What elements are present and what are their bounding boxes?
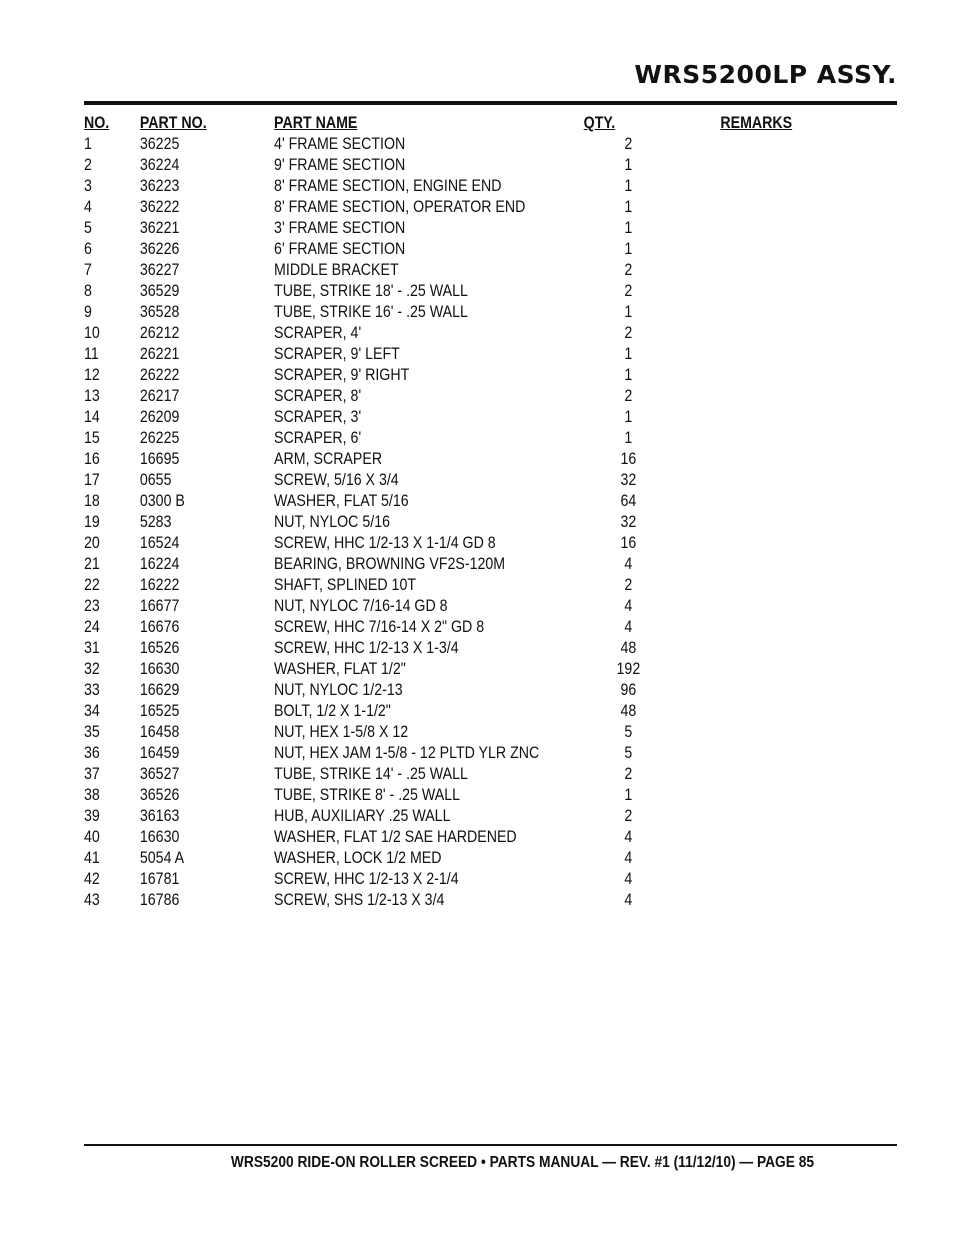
row-no: 18 <box>84 492 100 510</box>
row-part-number: 36527 <box>139 765 180 783</box>
row-part-number: 36226 <box>139 240 180 258</box>
row-part-name: 6' FRAME SECTION <box>274 240 406 258</box>
row-remarks <box>720 281 823 302</box>
row-no: 20 <box>84 534 100 552</box>
table-row <box>84 134 824 155</box>
row-no: 6 <box>84 240 92 258</box>
row-no: 40 <box>84 828 100 846</box>
row-part-name: NUT, HEX JAM 1-5/8 - 12 PLTD YLR ZNC <box>274 744 540 762</box>
row-part-name: TUBE, STRIKE 18' - .25 WALL <box>274 282 468 300</box>
row-part-name: SCRAPER, 3' <box>274 408 362 426</box>
row-part-number: 26221 <box>139 345 180 363</box>
row-remarks <box>720 680 823 701</box>
table-row <box>84 302 824 323</box>
row-qty: 16 <box>620 534 637 552</box>
row-remarks <box>720 722 823 743</box>
row-no: 4 <box>84 198 92 216</box>
row-part-name: MIDDLE BRACKET <box>274 261 399 279</box>
table-row <box>84 176 824 197</box>
row-remarks <box>720 827 823 848</box>
row-no: 37 <box>84 765 100 783</box>
row-remarks <box>720 617 823 638</box>
row-qty: 2 <box>624 576 633 594</box>
row-part-number: 16695 <box>139 450 180 468</box>
table-row <box>84 659 824 680</box>
row-remarks <box>720 218 823 239</box>
row-part-number: 16630 <box>139 660 180 678</box>
row-qty: 2 <box>624 282 633 300</box>
table-row <box>84 743 824 764</box>
title-divider <box>84 101 897 105</box>
row-no: 7 <box>84 261 92 279</box>
row-part-name: 9' FRAME SECTION <box>274 156 406 174</box>
row-qty: 16 <box>620 450 637 468</box>
row-qty: 48 <box>620 639 637 657</box>
row-no: 17 <box>84 471 100 489</box>
row-remarks <box>720 869 823 890</box>
row-part-number: 5283 <box>139 513 172 531</box>
row-remarks <box>720 176 823 197</box>
column-header-remarks: REMARKS <box>720 114 793 132</box>
row-part-name: NUT, NYLOC 7/16-14 GD 8 <box>274 597 448 615</box>
row-no: 34 <box>84 702 100 720</box>
table-row <box>84 533 824 554</box>
row-part-number: 16677 <box>139 597 180 615</box>
row-part-number: 16458 <box>139 723 180 741</box>
row-part-number: 36163 <box>139 807 180 825</box>
row-part-name: 8' FRAME SECTION, ENGINE END <box>274 177 502 195</box>
table-row <box>84 491 824 512</box>
row-no: 39 <box>84 807 100 825</box>
row-qty: 1 <box>624 408 633 426</box>
row-remarks <box>720 491 823 512</box>
row-part-number: 36224 <box>139 156 180 174</box>
row-qty: 1 <box>624 198 633 216</box>
row-part-name: SCREW, SHS 1/2-13 X 3/4 <box>274 891 445 909</box>
row-qty: 2 <box>624 387 633 405</box>
row-remarks <box>720 197 823 218</box>
row-remarks <box>720 134 823 155</box>
row-qty: 48 <box>620 702 637 720</box>
row-no: 38 <box>84 786 100 804</box>
row-part-number: 0655 <box>139 471 172 489</box>
row-qty: 2 <box>624 324 633 342</box>
row-no: 15 <box>84 429 100 447</box>
row-part-name: SCREW, 5/16 X 3/4 <box>274 471 399 489</box>
row-qty: 1 <box>624 429 633 447</box>
table-row <box>84 869 824 890</box>
row-part-name: SCREW, HHC 1/2-13 X 2-1/4 <box>274 870 459 888</box>
table-header-row <box>84 113 824 134</box>
table-row <box>84 512 824 533</box>
row-part-name: NUT, NYLOC 1/2-13 <box>274 681 403 699</box>
row-qty: 4 <box>624 828 633 846</box>
row-qty: 5 <box>624 723 633 741</box>
row-no: 31 <box>84 639 100 657</box>
row-remarks <box>720 449 823 470</box>
row-qty: 32 <box>620 513 637 531</box>
row-part-number: 36222 <box>139 198 180 216</box>
row-qty: 2 <box>624 135 633 153</box>
row-qty: 1 <box>624 219 633 237</box>
row-qty: 1 <box>624 156 633 174</box>
row-no: 9 <box>84 303 92 321</box>
table-row <box>84 218 824 239</box>
row-part-name: TUBE, STRIKE 16' - .25 WALL <box>274 303 468 321</box>
row-no: 35 <box>84 723 100 741</box>
row-remarks <box>720 890 823 911</box>
page-title: WRS5200LP ASSY. <box>634 60 897 89</box>
row-remarks <box>720 596 823 617</box>
row-no: 32 <box>84 660 100 678</box>
table-row <box>84 617 824 638</box>
row-remarks <box>720 344 823 365</box>
column-header-part-name: PART NAME <box>274 114 358 132</box>
table-row <box>84 596 824 617</box>
table-row <box>84 386 824 407</box>
row-part-number: 36223 <box>139 177 180 195</box>
row-remarks <box>720 743 823 764</box>
row-part-name: BOLT, 1/2 X 1-1/2" <box>274 702 391 720</box>
table-row <box>84 323 824 344</box>
row-remarks <box>720 533 823 554</box>
row-no: 3 <box>84 177 92 195</box>
row-part-name: WASHER, FLAT 1/2 SAE HARDENED <box>274 828 517 846</box>
row-part-name: SCRAPER, 4' <box>274 324 362 342</box>
row-qty: 4 <box>624 849 633 867</box>
row-part-name: ARM, SCRAPER <box>274 450 383 468</box>
row-part-name: WASHER, LOCK 1/2 MED <box>274 849 442 867</box>
row-part-number: 16224 <box>139 555 180 573</box>
row-qty: 2 <box>624 765 633 783</box>
row-part-name: 4' FRAME SECTION <box>274 135 406 153</box>
row-part-name: SCRAPER, 8' <box>274 387 362 405</box>
row-remarks <box>720 848 823 869</box>
row-remarks <box>720 365 823 386</box>
row-part-name: SCRAPER, 6' <box>274 429 362 447</box>
row-part-name: SHAFT, SPLINED 10T <box>274 576 417 594</box>
row-part-number: 36225 <box>139 135 180 153</box>
row-no: 24 <box>84 618 100 636</box>
row-part-name: TUBE, STRIKE 8' - .25 WALL <box>274 786 460 804</box>
row-qty: 64 <box>620 492 637 510</box>
row-qty: 1 <box>624 366 633 384</box>
row-no: 22 <box>84 576 100 594</box>
row-part-name: BEARING, BROWNING VF2S-120M <box>274 555 506 573</box>
table-row <box>84 764 824 785</box>
row-qty: 1 <box>624 345 633 363</box>
row-part-name: NUT, NYLOC 5/16 <box>274 513 390 531</box>
table-row <box>84 806 824 827</box>
row-qty: 1 <box>624 240 633 258</box>
row-part-number: 26217 <box>139 387 180 405</box>
page-footer: WRS5200 RIDE-ON ROLLER SCREED • PARTS MANUAL — REV. #1 (11/12/10) — PAGE 85 <box>230 1154 814 1171</box>
row-remarks <box>720 302 823 323</box>
row-part-number: 26225 <box>139 429 180 447</box>
row-qty: 2 <box>624 807 633 825</box>
row-part-number: 16459 <box>139 744 180 762</box>
table-row <box>84 848 824 869</box>
row-qty: 5 <box>624 744 633 762</box>
row-part-name: SCRAPER, 9' LEFT <box>274 345 400 363</box>
row-no: 19 <box>84 513 100 531</box>
row-remarks <box>720 407 823 428</box>
row-remarks <box>720 428 823 449</box>
row-no: 43 <box>84 891 100 909</box>
row-no: 1 <box>84 135 92 153</box>
column-header-part-no: PART NO. <box>139 114 207 132</box>
row-qty: 96 <box>620 681 637 699</box>
table-row <box>84 239 824 260</box>
table-row <box>84 554 824 575</box>
row-qty: 2 <box>624 261 633 279</box>
row-part-number: 36526 <box>139 786 180 804</box>
row-part-name: SCREW, HHC 1/2-13 X 1-1/4 GD 8 <box>274 534 496 552</box>
row-part-name: WASHER, FLAT 5/16 <box>274 492 409 510</box>
row-no: 12 <box>84 366 100 384</box>
column-header-no: NO. <box>84 114 110 132</box>
row-remarks <box>720 386 823 407</box>
row-no: 21 <box>84 555 100 573</box>
row-qty: 4 <box>624 891 633 909</box>
row-qty: 4 <box>624 597 633 615</box>
table-row <box>84 281 824 302</box>
row-remarks <box>720 155 823 176</box>
table-row <box>84 260 824 281</box>
row-qty: 4 <box>624 870 633 888</box>
row-remarks <box>720 659 823 680</box>
row-qty: 1 <box>624 177 633 195</box>
row-part-name: 3' FRAME SECTION <box>274 219 406 237</box>
row-remarks <box>720 512 823 533</box>
table-row <box>84 197 824 218</box>
row-no: 5 <box>84 219 92 237</box>
row-part-name: NUT, HEX 1-5/8 X 12 <box>274 723 409 741</box>
row-no: 2 <box>84 156 92 174</box>
table-row <box>84 365 824 386</box>
row-part-number: 16630 <box>139 828 180 846</box>
table-row <box>84 155 824 176</box>
row-part-number: 16524 <box>139 534 180 552</box>
table-row <box>84 638 824 659</box>
row-remarks <box>720 806 823 827</box>
row-qty: 4 <box>624 618 633 636</box>
row-part-number: 16781 <box>139 870 180 888</box>
row-part-number: 16526 <box>139 639 180 657</box>
row-part-number: 26222 <box>139 366 180 384</box>
row-qty: 1 <box>624 786 633 804</box>
row-no: 41 <box>84 849 100 867</box>
table-row <box>84 449 824 470</box>
row-part-number: 16629 <box>139 681 180 699</box>
row-part-name: 8' FRAME SECTION, OPERATOR END <box>274 198 526 216</box>
row-no: 33 <box>84 681 100 699</box>
row-remarks <box>720 638 823 659</box>
table-row <box>84 428 824 449</box>
row-remarks <box>720 785 823 806</box>
row-part-number: 16786 <box>139 891 180 909</box>
row-part-number: 0300 B <box>139 492 185 510</box>
row-part-number: 16222 <box>139 576 180 594</box>
row-part-number: 26212 <box>139 324 180 342</box>
row-no: 23 <box>84 597 100 615</box>
table-row <box>84 701 824 722</box>
table-row <box>84 344 824 365</box>
row-no: 14 <box>84 408 100 426</box>
row-qty: 1 <box>624 303 633 321</box>
row-part-name: TUBE, STRIKE 14' - .25 WALL <box>274 765 468 783</box>
table-row <box>84 785 824 806</box>
table-row <box>84 827 824 848</box>
row-part-number: 26209 <box>139 408 180 426</box>
table-row <box>84 407 824 428</box>
row-part-number: 16525 <box>139 702 180 720</box>
table-row <box>84 575 824 596</box>
row-part-number: 36529 <box>139 282 180 300</box>
parts-list-table <box>84 113 824 911</box>
table-row <box>84 470 824 491</box>
row-qty: 192 <box>616 660 641 678</box>
row-remarks <box>720 764 823 785</box>
row-part-number: 36227 <box>139 261 180 279</box>
row-no: 11 <box>84 345 99 363</box>
row-no: 42 <box>84 870 100 888</box>
table-row <box>84 722 824 743</box>
row-part-number: 36221 <box>139 219 180 237</box>
footer-divider <box>84 1144 897 1146</box>
row-no: 8 <box>84 282 92 300</box>
row-remarks <box>720 239 823 260</box>
row-no: 36 <box>84 744 100 762</box>
row-qty: 4 <box>624 555 633 573</box>
row-part-name: SCRAPER, 9' RIGHT <box>274 366 410 384</box>
column-header-qty: QTY. <box>583 114 616 132</box>
row-part-name: SCREW, HHC 1/2-13 X 1-3/4 <box>274 639 459 657</box>
row-remarks <box>720 260 823 281</box>
row-remarks <box>720 554 823 575</box>
row-remarks <box>720 323 823 344</box>
row-no: 16 <box>84 450 100 468</box>
row-remarks <box>720 470 823 491</box>
row-part-number: 16676 <box>139 618 180 636</box>
row-remarks <box>720 575 823 596</box>
parts-table-body <box>84 134 824 911</box>
row-part-name: HUB, AUXILIARY .25 WALL <box>274 807 451 825</box>
row-no: 10 <box>84 324 100 342</box>
row-part-name: WASHER, FLAT 1/2" <box>274 660 406 678</box>
table-row <box>84 680 824 701</box>
row-part-number: 5054 A <box>139 849 185 867</box>
row-part-name: SCREW, HHC 7/16-14 X 2" GD 8 <box>274 618 485 636</box>
row-part-number: 36528 <box>139 303 180 321</box>
row-no: 13 <box>84 387 100 405</box>
table-row <box>84 890 824 911</box>
row-remarks <box>720 701 823 722</box>
row-qty: 32 <box>620 471 637 489</box>
